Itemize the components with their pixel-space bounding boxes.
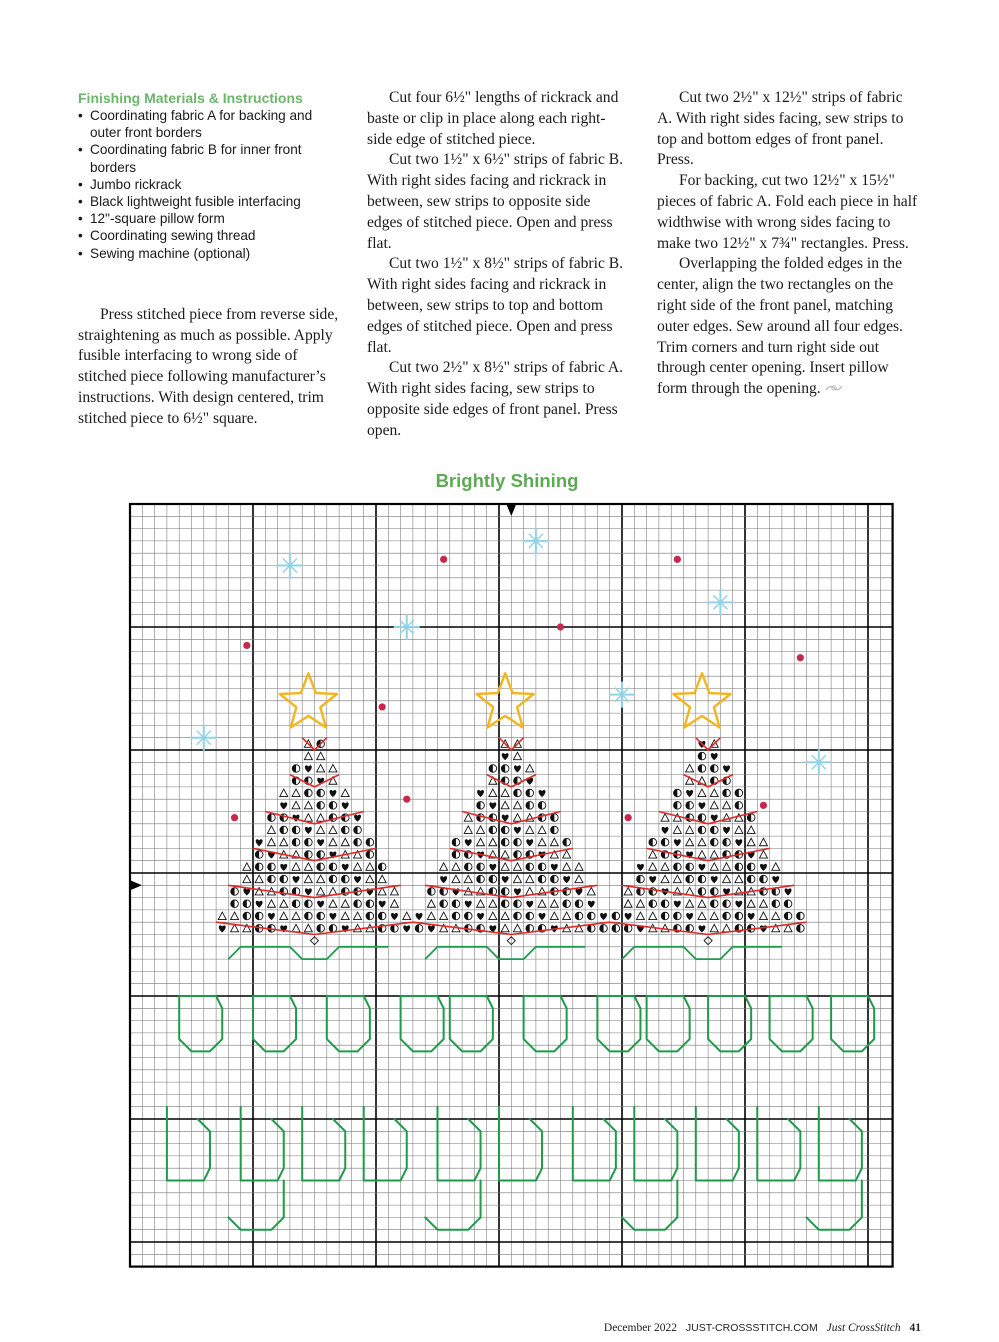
- symbol-heart: [305, 888, 312, 895]
- materials-item: • 12"-square pillow form: [78, 210, 340, 227]
- center-arrow-left: [130, 880, 142, 890]
- symbol-heart: [723, 827, 730, 834]
- symbol-triangle: [403, 912, 411, 920]
- symbol-triangle: [304, 752, 312, 760]
- symbol-triangle: [686, 764, 694, 772]
- symbol-heart: [514, 827, 521, 834]
- symbol-triangle: [390, 900, 398, 908]
- symbol-triangle: [661, 814, 669, 822]
- star-icon: [477, 673, 534, 727]
- symbol-triangle: [280, 789, 288, 797]
- symbol-heart: [514, 765, 521, 772]
- symbol-heart: [502, 876, 509, 883]
- symbol-heart: [305, 827, 312, 834]
- symbol-triangle: [513, 814, 521, 822]
- symbol-heart: [268, 913, 275, 920]
- symbol-heart: [698, 802, 705, 809]
- materials-item: • Black lightweight fusible interfacing: [78, 193, 340, 210]
- symbol-triangle: [267, 838, 275, 846]
- symbol-triangle: [304, 863, 312, 871]
- symbol-triangle: [563, 851, 571, 859]
- symbol-triangle: [489, 789, 497, 797]
- stitched-text-stroke: [597, 996, 640, 1051]
- instruction-paragraph: Cut two 1½" x 6½" strips of fabric B. With right sides facing and rickrack in between, sew strips to opposite side edges of stitched piece. Open and press flat.: [367, 151, 624, 252]
- symbol-triangle: [501, 912, 509, 920]
- symbol-heart: [243, 888, 250, 895]
- symbol-triangle: [317, 887, 325, 895]
- symbol-triangle: [280, 912, 288, 920]
- symbol-heart: [748, 913, 755, 920]
- symbol-triangle: [735, 826, 743, 834]
- symbol-triangle: [292, 801, 300, 809]
- symbol-triangle: [427, 912, 435, 920]
- symbol-triangle: [710, 851, 718, 859]
- symbol-triangle: [292, 912, 300, 920]
- symbol-triangle: [513, 924, 521, 932]
- symbol-heart: [649, 876, 656, 883]
- symbol-triangle: [267, 826, 275, 834]
- instruction-paragraph: Press stitched piece from reverse side, straightening as much as possible. Apply fusible interfacing to wrong side of stitched piece following manufacturer’s instructions. With design centered, trim stitched piece to 6½" square.: [78, 305, 339, 427]
- symbol-triangle: [759, 912, 767, 920]
- materials-item: • Sewing machine (optional): [78, 245, 340, 262]
- symbol-triangle: [464, 875, 472, 883]
- footer-magazine: Just CrossStitch: [826, 1322, 901, 1334]
- symbol-triangle: [636, 912, 644, 920]
- symbol-triangle: [513, 875, 521, 883]
- symbol-heart: [588, 901, 595, 908]
- symbol-heart: [662, 827, 669, 834]
- symbol-triangle: [304, 814, 312, 822]
- symbol-heart: [760, 925, 767, 932]
- symbol-triangle: [317, 814, 325, 822]
- symbol-heart: [772, 876, 779, 883]
- symbol-triangle: [698, 912, 706, 920]
- stitched-text-stroke: [450, 996, 493, 1051]
- symbol-heart: [711, 753, 718, 760]
- symbol-heart: [477, 913, 484, 920]
- symbol-triangle: [636, 900, 644, 908]
- symbol-heart: [293, 876, 300, 883]
- symbol-heart: [280, 864, 287, 871]
- symbol-triangle: [673, 826, 681, 834]
- symbol-heart: [625, 913, 632, 920]
- end-mark-icon: [825, 383, 843, 393]
- symbol-triangle: [354, 912, 362, 920]
- star-icon: [673, 673, 730, 727]
- symbol-triangle: [292, 789, 300, 797]
- symbol-triangle: [304, 924, 312, 932]
- symbol-heart: [686, 913, 693, 920]
- materials-item: • Jumbo rickrack: [78, 176, 340, 193]
- symbol-triangle: [464, 814, 472, 822]
- symbol-triangle: [292, 924, 300, 932]
- symbol-triangle: [538, 838, 546, 846]
- symbol-triangle: [513, 863, 521, 871]
- symbol-triangle: [243, 875, 251, 883]
- symbol-triangle: [661, 875, 669, 883]
- symbol-triangle: [317, 826, 325, 834]
- center-arrow-top: [506, 504, 516, 516]
- materials-item: • Coordinating fabric B for inner front borders: [78, 141, 340, 175]
- symbol-triangle: [526, 764, 534, 772]
- symbol-triangle: [390, 887, 398, 895]
- symbol-triangle: [501, 863, 509, 871]
- dot-icon: [557, 623, 564, 630]
- symbol-heart: [379, 901, 386, 908]
- symbol-triangle: [550, 838, 558, 846]
- instruction-paragraph: Cut two 2½" x 12½" strips of fabric A. With right sides facing, sew strips to top and bottom edges of front panel. Press.: [657, 89, 904, 169]
- symbol-heart: [711, 815, 718, 822]
- symbol-triangle: [550, 900, 558, 908]
- symbol-heart: [342, 864, 349, 871]
- symbol-triangle: [231, 912, 239, 920]
- symbol-heart: [280, 802, 287, 809]
- symbol-heart: [785, 888, 792, 895]
- symbol-heart: [465, 901, 472, 908]
- symbol-triangle: [550, 912, 558, 920]
- dot-icon: [243, 642, 250, 649]
- symbol-triangle: [772, 863, 780, 871]
- symbol-heart: [711, 876, 718, 883]
- symbol-triangle: [341, 789, 349, 797]
- symbol-triangle: [710, 912, 718, 920]
- symbol-triangle: [440, 863, 448, 871]
- stitched-text-stroke: [524, 996, 567, 1051]
- symbol-heart: [317, 901, 324, 908]
- symbol-triangle: [501, 801, 509, 809]
- symbol-heart: [354, 876, 361, 883]
- symbol-heart: [305, 765, 312, 772]
- symbol-triangle: [735, 875, 743, 883]
- symbol-triangle: [341, 838, 349, 846]
- dot-icon: [231, 814, 238, 821]
- symbol-heart: [637, 864, 644, 871]
- symbol-triangle: [452, 875, 460, 883]
- instruction-text: Overlapping the folded edges in the center, align the two rectangles on the right side of the front panel, matching outer edges. Sew around all four edges. Trim corners and turn right side out through center opening. Insert pillow form through the opening.: [657, 255, 903, 398]
- page-number: 41: [909, 1322, 921, 1334]
- symbol-triangle: [563, 912, 571, 920]
- materials-heading: Finishing Materials & Instructions: [78, 90, 303, 106]
- symbol-heart: [416, 913, 423, 920]
- symbol-triangle: [624, 887, 632, 895]
- symbol-heart: [600, 913, 607, 920]
- symbol-triangle: [538, 826, 546, 834]
- symbol-heart: [219, 925, 226, 932]
- symbol-triangle: [587, 887, 595, 895]
- symbol-triangle: [341, 912, 349, 920]
- symbol-heart: [329, 790, 336, 797]
- symbol-heart: [686, 790, 693, 797]
- symbol-triangle: [501, 851, 509, 859]
- star-icon: [280, 673, 337, 727]
- symbol-triangle: [698, 851, 706, 859]
- symbol-heart: [563, 876, 570, 883]
- symbol-heart: [329, 913, 336, 920]
- symbol-triangle: [759, 838, 767, 846]
- symbol-heart: [526, 839, 533, 846]
- symbol-heart: [539, 913, 546, 920]
- instruction-paragraph: [657, 254, 919, 400]
- symbol-triangle: [513, 752, 521, 760]
- symbol-triangle: [317, 875, 325, 883]
- symbol-heart: [403, 925, 410, 932]
- symbol-triangle: [698, 789, 706, 797]
- symbol-heart: [489, 802, 496, 809]
- symbol-triangle: [526, 826, 534, 834]
- symbol-triangle: [649, 851, 657, 859]
- symbol-heart: [342, 802, 349, 809]
- chart-title: Brightly Shining: [435, 470, 579, 491]
- symbol-heart: [551, 864, 558, 871]
- symbol-triangle: [575, 875, 583, 883]
- materials-item: • Coordinating sewing thread: [78, 227, 340, 244]
- dot-icon: [403, 796, 410, 803]
- symbol-triangle: [538, 900, 546, 908]
- symbol-heart: [514, 888, 521, 895]
- symbol-triangle: [427, 900, 435, 908]
- symbol-triangle: [489, 838, 497, 846]
- symbol-triangle: [292, 863, 300, 871]
- symbol-triangle: [329, 900, 337, 908]
- symbol-triangle: [526, 875, 534, 883]
- ground-line: [425, 947, 585, 959]
- symbol-heart: [440, 876, 447, 883]
- symbol-triangle: [723, 801, 731, 809]
- symbol-triangle: [452, 863, 460, 871]
- materials-list: [78, 107, 340, 262]
- symbol-triangle: [477, 838, 485, 846]
- symbol-heart: [698, 864, 705, 871]
- symbol-triangle: [341, 900, 349, 908]
- symbol-heart: [539, 790, 546, 797]
- symbol-heart: [391, 913, 398, 920]
- stitched-text-stroke: [179, 996, 222, 1051]
- symbol-triangle: [686, 826, 694, 834]
- symbol-triangle: [772, 912, 780, 920]
- symbol-triangle: [366, 875, 374, 883]
- symbol-heart: [674, 901, 681, 908]
- symbol-triangle: [255, 875, 263, 883]
- symbol-triangle: [649, 912, 657, 920]
- cross-stitch-chart: [126, 500, 896, 1276]
- symbol-triangle: [501, 789, 509, 797]
- symbol-heart: [502, 815, 509, 822]
- symbol-heart: [317, 839, 324, 846]
- instruction-paragraph: Cut four 6½" lengths of rickrack and baste or clip in place along each right-side edge of stitched piece.: [367, 89, 619, 148]
- symbol-heart: [575, 888, 582, 895]
- symbol-triangle: [366, 863, 374, 871]
- symbol-triangle: [243, 863, 251, 871]
- footer-date: December 2022: [603, 1322, 678, 1334]
- symbol-triangle: [378, 875, 386, 883]
- footer-site: JUST-CROSSSTITCH.COM: [685, 1322, 818, 1334]
- symbol-heart: [735, 901, 742, 908]
- symbol-triangle: [440, 912, 448, 920]
- symbol-triangle: [686, 900, 694, 908]
- symbol-heart: [735, 839, 742, 846]
- symbol-heart: [723, 765, 730, 772]
- symbol-triangle: [723, 875, 731, 883]
- dot-icon: [625, 814, 632, 821]
- symbol-heart: [256, 839, 263, 846]
- page-footer: [598, 1322, 921, 1334]
- instruction-paragraph: Cut two 2½" x 8½" strips of fabric A. With right sides facing, sew strips to opposite side edges of front panel. Press open.: [367, 359, 624, 439]
- symbol-triangle: [280, 838, 288, 846]
- symbol-triangle: [747, 838, 755, 846]
- symbol-heart: [477, 790, 484, 797]
- instructions-column-1: [78, 88, 340, 430]
- symbol-triangle: [563, 863, 571, 871]
- dot-icon: [760, 802, 767, 809]
- symbol-triangle: [317, 764, 325, 772]
- symbol-heart: [760, 864, 767, 871]
- symbol-heart: [526, 901, 533, 908]
- symbol-triangle: [489, 912, 497, 920]
- symbol-triangle: [513, 801, 521, 809]
- symbol-triangle: [710, 924, 718, 932]
- symbol-triangle: [759, 900, 767, 908]
- symbol-triangle: [649, 863, 657, 871]
- stitched-text-stroke: [770, 996, 813, 1051]
- dot-icon: [440, 556, 447, 563]
- instruction-paragraph: For backing, cut two 12½" x 15½" pieces of fabric A. Fold each piece in half widthwise with wrong sides facing to make two 12½" x 7¾" rectangles. Press.: [657, 172, 918, 252]
- symbol-triangle: [317, 752, 325, 760]
- symbol-triangle: [710, 801, 718, 809]
- symbol-triangle: [759, 851, 767, 859]
- symbol-triangle: [710, 789, 718, 797]
- symbol-triangle: [304, 875, 312, 883]
- dot-icon: [797, 654, 804, 661]
- symbol-triangle: [723, 863, 731, 871]
- symbol-triangle: [329, 838, 337, 846]
- dot-icon: [674, 556, 681, 563]
- dot-icon: [379, 703, 386, 710]
- symbol-triangle: [329, 826, 337, 834]
- symbol-triangle: [686, 838, 694, 846]
- symbol-triangle: [698, 900, 706, 908]
- symbol-triangle: [747, 900, 755, 908]
- symbol-heart: [354, 815, 361, 822]
- symbol-triangle: [698, 838, 706, 846]
- symbol-triangle: [710, 863, 718, 871]
- stitched-text-stroke: [401, 996, 444, 1051]
- symbol-heart: [465, 839, 472, 846]
- stitched-text-stroke: [327, 996, 370, 1051]
- symbol-triangle: [501, 924, 509, 932]
- symbol-heart: [256, 901, 263, 908]
- symbol-triangle: [477, 900, 485, 908]
- symbol-triangle: [661, 863, 669, 871]
- materials-item: • Coordinating fabric A for backing and outer front borders: [78, 107, 340, 141]
- symbol-heart: [489, 864, 496, 871]
- symbol-triangle: [747, 826, 755, 834]
- symbol-triangle: [489, 900, 497, 908]
- symbol-triangle: [464, 826, 472, 834]
- ground-line: [622, 947, 782, 959]
- stitched-text-stroke: [253, 996, 296, 1051]
- symbol-triangle: [267, 900, 275, 908]
- stitched-text-stroke: [647, 996, 690, 1051]
- symbol-triangle: [575, 863, 583, 871]
- symbol-triangle: [477, 826, 485, 834]
- symbol-triangle: [723, 924, 731, 932]
- symbol-heart: [502, 753, 509, 760]
- symbol-triangle: [354, 863, 362, 871]
- symbol-heart: [698, 925, 705, 932]
- instructions-column-3: [657, 88, 919, 400]
- instructions-column-2: [367, 88, 629, 442]
- symbol-triangle: [218, 912, 226, 920]
- symbol-heart: [428, 925, 435, 932]
- symbol-triangle: [624, 900, 632, 908]
- instruction-paragraph: Cut two 1½" x 8½" strips of fabric B. With right sides facing and rickrack in between, sew strips to top and bottom edges of stitched piece. Open and press flat.: [367, 255, 624, 356]
- symbol-triangle: [673, 875, 681, 883]
- symbol-triangle: [329, 764, 337, 772]
- symbol-triangle: [280, 900, 288, 908]
- symbol-heart: [674, 839, 681, 846]
- symbol-triangle: [304, 801, 312, 809]
